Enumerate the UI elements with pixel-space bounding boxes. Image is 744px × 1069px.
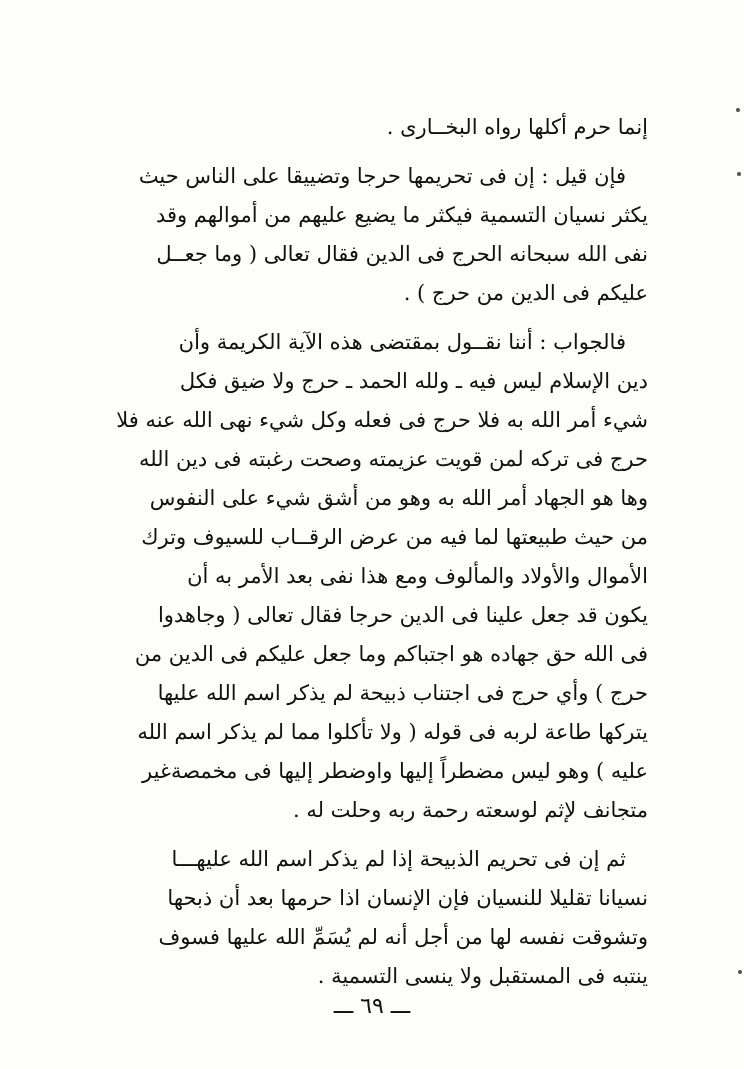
text-line: حرج ) وأي حرج فى اجتناب ذبيحة لم يذكر اسم الله عليها bbox=[157, 681, 648, 705]
margin-speck bbox=[737, 172, 741, 176]
text-line: فالجواب : أننا نقــول بمقتضى هذه الآية الكريمة وأن bbox=[178, 330, 626, 354]
paragraph-2 bbox=[96, 157, 648, 313]
text-line: وتشوقت نفسه لها من أجل أنه لم يُسَمِّ الله عليها فسوف bbox=[158, 925, 648, 949]
text-line: عليه ) وهو ليس مضطراً إليها واوضطر إليها فى مخمصةغير bbox=[142, 759, 648, 783]
text-line: ثم إن فى تحريم الذبيحة إذا لم يذكر اسم الله عليهـــا bbox=[171, 847, 626, 871]
text-line: شيء أمر الله به فلا حرج فى فعله وكل شيء نهى الله عنه فلا bbox=[116, 408, 648, 432]
text-line: يكون قد جعل علينا فى الدين حرجا فقال تعالى ( وجاهدوا bbox=[157, 603, 648, 627]
page-number: ـــ ٦٩ ـــ bbox=[333, 994, 411, 1019]
text-line: نسيانا تقليلا للنسيان فإن الإنسان اذا حرمها بعد أن ذبحها bbox=[167, 886, 648, 910]
text-line: يكثر نسيان التسمية فيكثر ما يضيع عليهم من أموالهم وقد bbox=[155, 203, 648, 227]
text-line: نفى الله سبحانه الحرج فى الدين فقال تعالى ( وما جعــل bbox=[156, 242, 648, 266]
text-line: إنما حرم أكلها رواه البخــارى . bbox=[386, 115, 648, 139]
text-line: دين الإسلام ليس فيه ـ ولله الحمد ـ حرج ولا ضيق فكل bbox=[179, 369, 648, 393]
text-line: وها هو الجهاد أمر الله به وهو من أشق شيء على النفوس bbox=[149, 486, 648, 510]
text-line: فى الله حق جهاده هو اجتباكم وما جعل عليكم فى الدين من bbox=[134, 642, 648, 666]
paragraph-1 bbox=[96, 108, 648, 147]
text-line: ينتبه فى المستقبل ولا ينسى التسمية . bbox=[317, 964, 648, 988]
text-line: يتركها طاعة لربه فى قوله ( ولا تأكلوا مما لم يذكر اسم الله bbox=[137, 720, 648, 744]
paragraph-3 bbox=[96, 323, 648, 830]
text-line: متجانف لإثم لوسعته رحمة ربه وحلت له . bbox=[292, 798, 648, 822]
page-text bbox=[96, 108, 648, 1006]
text-line: حرج فى تركه لمن قويت عزيمته وصحت رغبته فى دين الله bbox=[138, 447, 648, 471]
text-line: الأموال والأولاد والمألوف ومع هذا نفى بعد الأمر به أن bbox=[187, 564, 648, 588]
paragraph-4 bbox=[96, 840, 648, 996]
text-line: عليكم فى الدين من حرج ) . bbox=[403, 281, 648, 305]
margin-speck bbox=[736, 108, 740, 112]
text-line: فإن قيل : إن فى تحريمها حرجا وتضييقا على الناس حيث bbox=[138, 164, 626, 188]
margin-speck bbox=[738, 970, 742, 974]
text-line: من حيث طبيعتها لما فيه من عرض الرقــاب للسيوف وترك bbox=[141, 525, 648, 549]
